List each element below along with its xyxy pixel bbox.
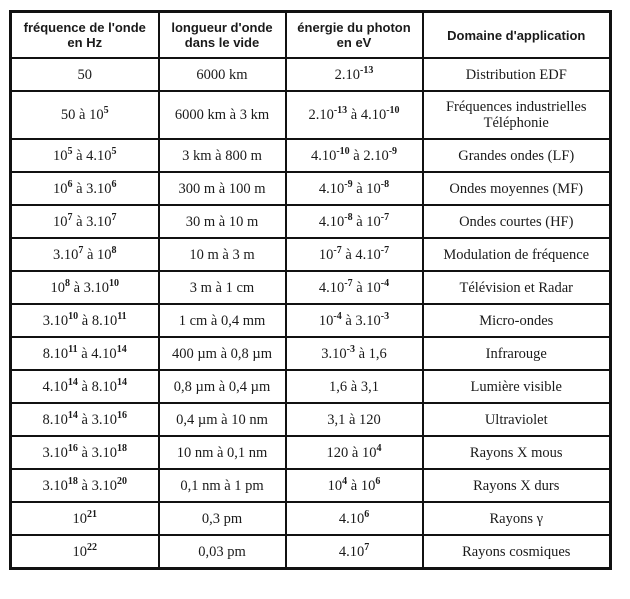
value-text: 8.10 <box>42 345 69 362</box>
exponent: 5 <box>103 105 109 116</box>
exponent: 14 <box>116 376 127 388</box>
domain-line: Ondes courtes (HF) <box>459 213 574 230</box>
exponent: -9 <box>388 145 398 157</box>
cell-energy <box>286 304 423 337</box>
value-text: 3.10 <box>42 477 68 494</box>
cell-wavelength: 0,03 pm <box>159 535 286 569</box>
cell-frequency <box>11 502 159 535</box>
exponent: 14 <box>67 376 78 388</box>
value-text: à 2.10 <box>349 147 389 164</box>
value-text: 4.10 <box>42 378 68 395</box>
exponent: 14 <box>116 343 127 355</box>
value-text: 3.10 <box>321 345 347 362</box>
value-text: 10 <box>72 510 87 527</box>
value-text: à 4.10 <box>77 345 117 362</box>
cell-domain <box>423 304 611 337</box>
exponent: -4 <box>380 277 390 289</box>
value-text: 4.10 <box>338 510 365 527</box>
exponent: -8 <box>344 211 353 223</box>
exponent: 5 <box>111 145 117 157</box>
cell-domain <box>423 436 611 469</box>
value-text: à 8.10 <box>77 378 117 395</box>
cell-frequency <box>11 172 159 205</box>
exponent: -13 <box>333 105 348 116</box>
exponent: -3 <box>346 343 355 355</box>
exponent: 7 <box>111 211 117 223</box>
cell-wavelength: 0,3 pm <box>159 502 286 535</box>
cell-wavelength: 300 m à 100 m <box>159 172 286 205</box>
domain-line: Téléphonie <box>483 115 549 131</box>
header-domain-label: Domaine d'application <box>447 27 586 43</box>
table-row <box>11 502 611 535</box>
table-row <box>11 238 611 271</box>
header-frequency-line1: fréquence de l'onde <box>23 20 146 35</box>
cell-frequency <box>11 535 159 569</box>
cell-domain <box>423 271 611 304</box>
value-text: 8.10 <box>42 411 68 428</box>
domain-line: Modulation de fréquence <box>443 246 590 263</box>
value-text: 120 à 10 <box>326 444 377 461</box>
value-text: 3,1 à 120 <box>327 411 381 428</box>
cell-energy <box>286 535 423 569</box>
exponent: 16 <box>67 442 78 454</box>
cell-frequency <box>11 91 159 139</box>
value-text: 3.10 <box>42 444 68 461</box>
exponent: 11 <box>68 343 78 355</box>
table-container <box>9 10 612 570</box>
value-text: à 3.10 <box>77 411 117 428</box>
value-text: 10 <box>52 213 68 230</box>
table-row <box>11 205 611 238</box>
exponent: 10 <box>68 310 79 322</box>
value-text: à 10 <box>83 246 112 263</box>
cell-domain <box>423 91 611 139</box>
cell-domain <box>423 172 611 205</box>
exponent: -10 <box>386 105 400 116</box>
cell-frequency <box>11 304 159 337</box>
table-row <box>11 337 611 370</box>
exponent: -7 <box>333 244 342 256</box>
value-text: à 3.10 <box>72 213 112 230</box>
cell-wavelength: 6000 km à 3 km <box>159 91 286 139</box>
exponent: 16 <box>116 409 127 421</box>
exponent: 7 <box>364 541 370 553</box>
exponent: 8 <box>64 277 70 289</box>
exponent: 20 <box>116 475 127 487</box>
header-frequency-line2: en Hz <box>67 35 103 50</box>
cell-domain <box>423 58 611 91</box>
value-text: 50 à 10 <box>60 107 104 123</box>
electromagnetic-spectrum-table <box>9 10 612 570</box>
domain-line: Rayons X mous <box>469 444 563 461</box>
value-text: à 10 <box>352 213 381 230</box>
value-text: 2.10 <box>334 66 361 83</box>
cell-wavelength: 10 nm à 0,1 nm <box>159 436 286 469</box>
table-row <box>11 469 611 502</box>
value-text: à 8.10 <box>78 312 118 329</box>
cell-energy <box>286 271 423 304</box>
cell-energy <box>286 403 423 436</box>
value-text: à 3.10 <box>77 477 117 494</box>
exponent: 8 <box>111 244 117 256</box>
header-wavelength-line1: longueur d'onde <box>171 20 273 35</box>
value-text: à 4.10 <box>347 107 387 123</box>
cell-wavelength: 10 m à 3 m <box>159 238 286 271</box>
cell-wavelength: 1 cm à 0,4 mm <box>159 304 286 337</box>
exponent: 6 <box>375 475 381 487</box>
cell-wavelength: 0,8 µm à 0,4 µm <box>159 370 286 403</box>
table-row <box>11 535 611 569</box>
table-row <box>11 403 611 436</box>
exponent: 18 <box>67 475 78 487</box>
exponent: -3 <box>380 310 390 322</box>
value-text: 3.10 <box>42 312 69 329</box>
value-text: 50 <box>77 66 92 83</box>
table-row <box>11 304 611 337</box>
header-energy-line2: en eV <box>336 35 372 50</box>
table-body <box>11 58 611 569</box>
cell-frequency <box>11 139 159 172</box>
exponent: 6 <box>67 178 73 190</box>
domain-line: Micro-ondes <box>479 312 554 329</box>
cell-energy <box>286 91 423 139</box>
exponent: 14 <box>67 409 78 421</box>
domain-line: Télévision et Radar <box>459 279 574 296</box>
header-wavelength-line2: dans le vide <box>184 35 260 50</box>
exponent: 7 <box>78 244 84 256</box>
exponent: -7 <box>344 277 353 289</box>
value-text: 10 <box>327 477 343 494</box>
cell-wavelength: 0,4 µm à 10 nm <box>159 403 286 436</box>
exponent: 10 <box>109 277 120 289</box>
exponent: -7 <box>380 211 390 223</box>
cell-energy <box>286 502 423 535</box>
cell-domain <box>423 139 611 172</box>
domain-line: Rayons cosmiques <box>462 543 571 560</box>
value-text: à 1,6 <box>354 345 387 362</box>
cell-energy <box>286 370 423 403</box>
domain-line: Rayons X durs <box>473 477 560 494</box>
cell-frequency <box>11 271 159 304</box>
value-text: à 3.10 <box>69 279 110 296</box>
table-row <box>11 58 611 91</box>
domain-line: Grandes ondes (LF) <box>458 147 575 164</box>
header-row <box>11 12 611 59</box>
exponent: 7 <box>67 211 73 223</box>
exponent: 11 <box>117 310 127 322</box>
header-energy-line1: énergie du photon <box>297 20 411 35</box>
table-row <box>11 91 611 139</box>
cell-domain <box>423 205 611 238</box>
exponent: 18 <box>116 442 127 454</box>
value-text: 1,6 à 3,1 <box>329 378 379 395</box>
cell-wavelength: 6000 km <box>159 58 286 91</box>
value-text: à 3.10 <box>77 444 117 461</box>
cell-wavelength: 3 km à 800 m <box>159 139 286 172</box>
value-text: à 10 <box>347 477 376 494</box>
exponent: 22 <box>87 541 97 553</box>
table-row <box>11 271 611 304</box>
cell-energy <box>286 172 423 205</box>
table-row <box>11 370 611 403</box>
cell-frequency <box>11 370 159 403</box>
exponent: -8 <box>380 178 390 190</box>
value-text: à 10 <box>352 279 381 296</box>
cell-frequency <box>11 205 159 238</box>
domain-line: Lumière visible <box>470 378 562 395</box>
cell-domain <box>423 370 611 403</box>
exponent: -10 <box>336 145 350 157</box>
cell-domain <box>423 469 611 502</box>
header-domain <box>423 12 611 59</box>
domain-line: Distribution EDF <box>465 66 567 83</box>
cell-energy <box>286 58 423 91</box>
value-text: 4.10 <box>310 147 337 164</box>
exponent: -13 <box>360 64 374 76</box>
value-text: 2.10 <box>308 107 334 123</box>
cell-frequency <box>11 469 159 502</box>
cell-frequency <box>11 238 159 271</box>
cell-domain <box>423 502 611 535</box>
cell-energy <box>286 139 423 172</box>
table-row <box>11 139 611 172</box>
cell-wavelength: 30 m à 10 m <box>159 205 286 238</box>
table-header <box>11 12 611 59</box>
cell-domain <box>423 403 611 436</box>
domain-line: Infrarouge <box>485 345 547 362</box>
value-text: à 3.10 <box>341 312 381 329</box>
domain-line: Fréquences industrielles <box>445 99 587 115</box>
value-text: à 3.10 <box>72 180 112 197</box>
table-row <box>11 172 611 205</box>
exponent: 6 <box>364 508 370 520</box>
cell-frequency <box>11 403 159 436</box>
cell-energy <box>286 436 423 469</box>
exponent: 21 <box>87 508 97 520</box>
header-wavelength <box>159 12 286 59</box>
cell-wavelength: 400 µm à 0,8 µm <box>159 337 286 370</box>
domain-line: Rayons γ <box>489 510 544 527</box>
value-text: à 4.10 <box>341 246 381 263</box>
value-text: 10 <box>318 246 334 263</box>
exponent: -4 <box>333 310 342 322</box>
cell-energy <box>286 337 423 370</box>
exponent: 5 <box>67 145 73 157</box>
exponent: -9 <box>344 178 353 190</box>
header-energy <box>286 12 423 59</box>
value-text: 10 <box>52 147 68 164</box>
exponent: 4 <box>376 442 382 454</box>
header-frequency <box>11 12 159 59</box>
value-text: 10 <box>318 312 334 329</box>
value-text: 4.10 <box>318 213 345 230</box>
cell-frequency <box>11 337 159 370</box>
value-text: à 4.10 <box>72 147 112 164</box>
value-text: 10 <box>52 180 68 197</box>
cell-frequency <box>11 436 159 469</box>
table-row <box>11 436 611 469</box>
value-text: 4.10 <box>318 180 345 197</box>
value-text: 3.10 <box>52 246 79 263</box>
exponent: -7 <box>380 244 390 256</box>
cell-domain <box>423 535 611 569</box>
domain-line: Ondes moyennes (MF) <box>449 180 584 197</box>
cell-domain <box>423 238 611 271</box>
value-text: 4.10 <box>318 279 345 296</box>
cell-energy <box>286 205 423 238</box>
value-text: à 10 <box>352 180 381 197</box>
exponent: 4 <box>342 475 348 487</box>
value-text: 4.10 <box>338 543 365 560</box>
exponent: 6 <box>111 178 117 190</box>
cell-energy <box>286 238 423 271</box>
value-text: 10 <box>72 543 87 560</box>
cell-domain <box>423 337 611 370</box>
cell-wavelength: 3 m à 1 cm <box>159 271 286 304</box>
domain-line: Ultraviolet <box>484 411 548 428</box>
cell-wavelength: 0,1 nm à 1 pm <box>159 469 286 502</box>
value-text: 10 <box>50 279 65 296</box>
cell-frequency <box>11 58 159 91</box>
cell-energy <box>286 469 423 502</box>
